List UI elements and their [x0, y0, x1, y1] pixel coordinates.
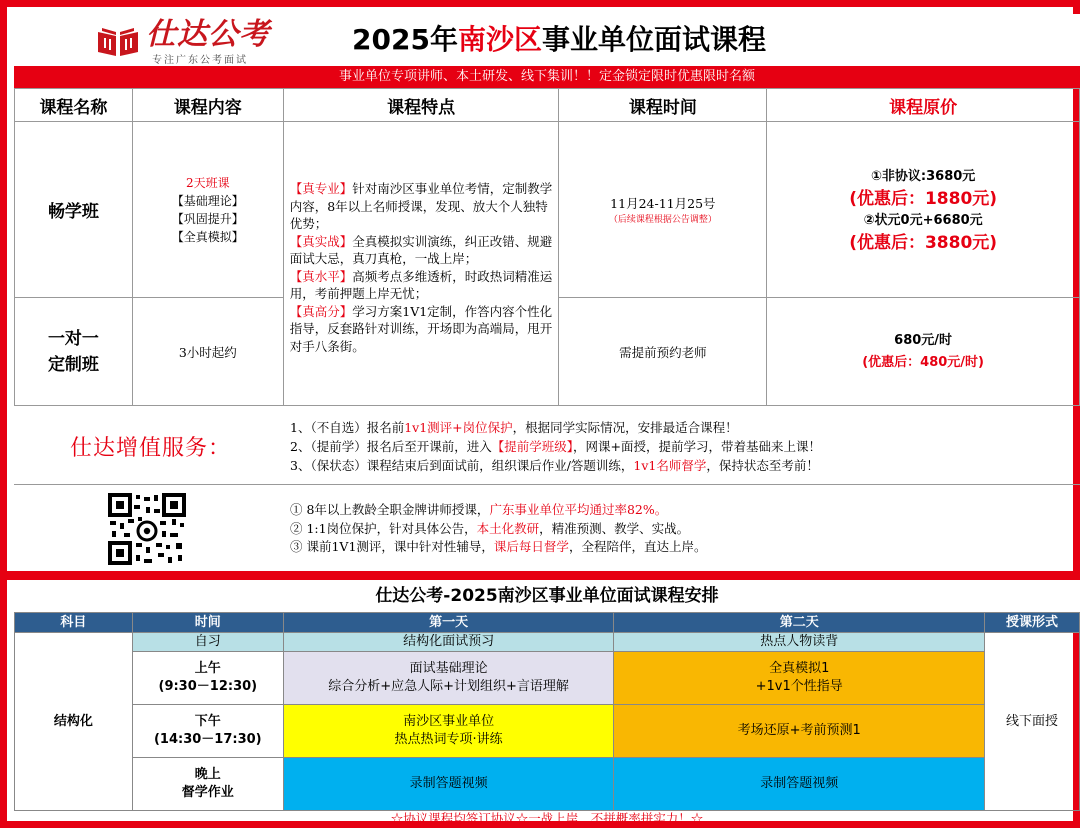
list-item: ③ 课前1V1测评，课中针对性辅导，课后每日督学，全程陪伴，直达上岸。 — [290, 539, 707, 554]
course-time: 11月24-11月25号 （后续课程根据公告调整） — [559, 122, 767, 298]
services-label: 仕达增值服务： — [70, 436, 232, 461]
subject-cell: 结构化 — [15, 633, 133, 811]
course-content: 3小时起约 — [132, 298, 283, 406]
course-time: 需提前预约老师 — [559, 298, 767, 406]
value-added-services — [14, 405, 1080, 485]
course-name: 畅学班 — [15, 122, 133, 298]
schedule-header — [15, 613, 1080, 633]
col-header-mode: 授课形式 — [985, 613, 1080, 633]
header — [14, 14, 1080, 66]
col-header-subject: 科目 — [15, 613, 133, 633]
content-title: 2天班课 — [185, 175, 230, 190]
feature-item: 【真专业】针对南沙区事业单位考情，定制教学内容，8年以上名师授课，发现、放大个人独特优势； — [289, 181, 553, 231]
promo-banner: 事业单位专项讲师、本土研发、线下集训！！定金锁定限时优惠限时名额 — [14, 66, 1080, 88]
brand-slogan: 专注广东公考面试 — [152, 55, 248, 66]
services-list — [290, 418, 821, 475]
list-item: 2、（提前学）报名后至开课前，进入【提前学班级】，网课+面授，提前学习，带着基础来上课！ — [290, 439, 821, 454]
content-item: 【巩固提升】 — [171, 211, 244, 226]
section-divider — [7, 571, 1073, 580]
col-header-day1: 第一天 — [283, 613, 614, 633]
page-title — [304, 22, 814, 58]
table-row — [15, 122, 1080, 298]
feature-item: 【真实战】全真模拟实训演练，纠正改错、规避面试大忌，真刀真枪，一战上岸； — [289, 233, 553, 266]
table-row — [15, 633, 1080, 652]
col-header-name: 课程名称 — [15, 89, 133, 122]
table-row — [15, 652, 1080, 705]
list-item: ② 1:1岗位保护，针对具体公告，本土化教研，精准预测、教学、实战。 — [290, 520, 690, 536]
time-cell: 下午 (14:30－17:30) — [132, 705, 283, 758]
feature-item: 【真高分】学习方案1V1定制，作答内容个性化指导，反套路针对训练，开场即为高端局，甩开对手八条街。 — [289, 303, 553, 354]
book-logo-icon — [96, 24, 140, 58]
course-price: ①非协议:3680元 (优惠后：1880元) ②状元0元+6680元 (优惠后：3880元) — [767, 122, 1080, 298]
qr-code-icon[interactable] — [106, 491, 188, 567]
title-post: 事业单位面试课程 — [541, 23, 766, 56]
footer-note: ☆协议课程均签订协议☆一战上岸，不拼概率拼实力！☆ — [390, 811, 704, 826]
col-header-time: 时间 — [132, 613, 283, 633]
content-item: 【全真模拟】 — [171, 229, 244, 244]
day1-cell: 南沙区事业单位 热点热词专项·讲练 — [283, 705, 614, 758]
course-features — [283, 122, 559, 406]
time-cell: 自习 — [132, 633, 283, 652]
mode-cell: 线下面授 — [985, 633, 1080, 811]
col-header-price: 课程原价 — [767, 89, 1080, 122]
advantages-list — [290, 501, 706, 557]
course-content — [132, 122, 283, 298]
list-item: ① 8年以上教龄全职金牌讲师授课，广东事业单位平均通过率82%。 — [290, 502, 668, 517]
table-row — [15, 758, 1080, 811]
day1-cell: 结构化面试预习 — [283, 633, 614, 652]
time-note: （后续课程根据公告调整） — [608, 215, 717, 225]
title-highlight: 南沙区 — [457, 23, 542, 56]
day2-cell: 全真模拟1 +1v1个性指导 — [614, 652, 985, 705]
day1-cell: 面试基础理论 综合分析+应急人际+计划组织+言语理解 — [283, 652, 614, 705]
schedule-table — [14, 612, 1080, 811]
day2-cell: 热点人物读背 — [614, 633, 985, 652]
feature-item: 【真水平】高频考点多维透析，时政热词精准运用，考前押题上岸无忧； — [289, 268, 553, 301]
schedule-title: 仕达公考-2025南沙区事业单位面试课程安排 — [14, 580, 1080, 612]
course-table-header — [15, 89, 1080, 122]
course-price: 680元/时 (优惠后：480元/时) — [767, 298, 1080, 406]
brand-logo — [96, 18, 286, 64]
col-header-features: 课程特点 — [283, 89, 559, 122]
day1-cell: 录制答题视频 — [283, 758, 614, 811]
col-header-content: 课程内容 — [132, 89, 283, 122]
col-header-time: 课程时间 — [559, 89, 767, 122]
advantages-section — [14, 485, 1080, 571]
course-name: 一对一 定制班 — [15, 298, 133, 406]
table-row — [15, 705, 1080, 758]
list-item: 3、（保状态）课程结束后到面试前，组织课后作业/答题训练，1v1名师督学，保持状态至考前！ — [290, 458, 819, 473]
col-header-day2: 第二天 — [614, 613, 985, 633]
discount-price: (优惠后：3880元) — [849, 232, 998, 253]
time-cell: 上午 (9:30－12:30) — [132, 652, 283, 705]
day2-cell: 录制答题视频 — [614, 758, 985, 811]
time-cell: 晚上 督学作业 — [132, 758, 283, 811]
discount-price: (优惠后：1880元) — [849, 188, 998, 209]
content-item: 【基础理论】 — [171, 193, 244, 208]
list-item: 1、（不自选）报名前1v1测评+岗位保护，根据同学实际情况，安排最适合课程！ — [290, 420, 738, 435]
course-table — [14, 88, 1080, 406]
day2-cell: 考场还原+考前预测1 — [614, 705, 985, 758]
discount-price: (优惠后：480元/时) — [862, 354, 985, 370]
title-pre: 2025年 — [352, 23, 458, 56]
brand-name: 仕达公考 — [146, 17, 270, 52]
